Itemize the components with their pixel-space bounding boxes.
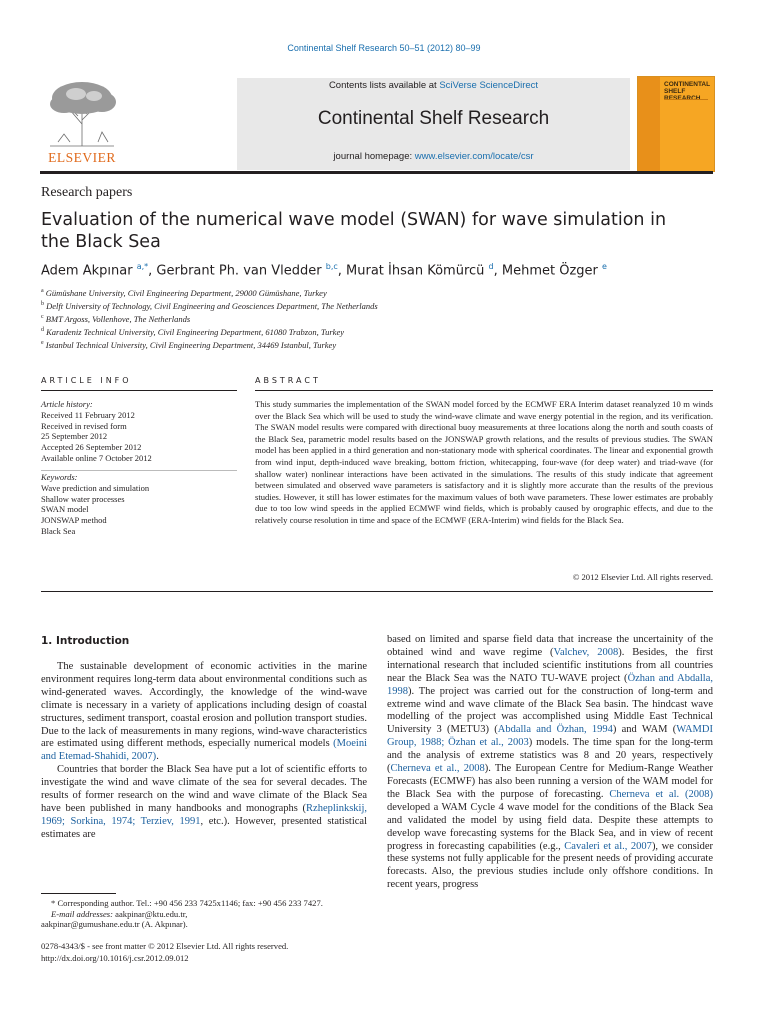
sciencedirect-link[interactable]: SciVerse ScienceDirect (439, 80, 539, 91)
corresponding-author-footnote (41, 898, 367, 930)
citation-link[interactable]: Cherneva et al. (2008) (609, 788, 713, 800)
keyword-list (41, 483, 237, 537)
author-affiliation-marker[interactable]: e (602, 262, 607, 271)
keyword: Shallow water processes (41, 493, 125, 504)
affiliation-marker: c (41, 314, 44, 321)
citation-link[interactable]: Valchev, 2008 (553, 646, 619, 658)
paragraph-text: The sustainable development of economic activities in the marine environment requires long-term data about environmental conditions such as wind-generated waves. Accordingly, the knowledge of the wind-wave climate is necessary in a variety of applications including design of coastal structures, sediment transport, coastal erosion and pollution transport studies. Due to the lack of measurements in many regions, wind-wave characteristics are estimated using different methods, especially numerical models (41, 661, 367, 750)
article-info-rule (41, 390, 237, 391)
affiliation-text: Delft University of Technology, Civil Engineering and Geosciences Department, The Netherlands (44, 300, 378, 311)
author-affiliation-marker[interactable]: d (488, 262, 494, 271)
affiliation-list (41, 286, 378, 351)
paragraph-text: ). The European Centre for Medium-Range Weather Forecasts (ECMWF) has also been running a version of the WAM model for the Black Sea with the purpose of forecasting. (387, 763, 713, 800)
paragraph-text: Countries that border the Black Sea have put a lot of scientific efforts to investigate the wind and wave climate of the sea for several decades. The results of former research on the wind and wave climate of the Black Sea have been published in many handbooks and monographs ( (41, 764, 367, 814)
author-name: Adem Akpınar (41, 263, 133, 279)
intro-paragraph-continued (387, 634, 713, 892)
paragraph-text: ), we consider these systems not fully applicable for the present needs of providing accurate forecasts. Also, the previous studies include only offshore conditions. In recent years, progress (387, 840, 713, 891)
keywords (41, 472, 237, 537)
author-affiliation-marker[interactable]: a,* (136, 262, 149, 271)
paragraph-text: , etc.). However, presented statistical estimates are (41, 815, 368, 840)
paragraph-text: ). The project was carried out for the construction of long-term and extreme wind and wave climate of the Black Sea basin. The hindcast wave modelling of the project was accomplished using Middle East Technical University 3 (METU3) ( (387, 685, 713, 736)
citation-link[interactable]: (Moeini and Etemad-Shahidi, 2007) (41, 738, 367, 763)
email-line (41, 909, 367, 920)
citation-link[interactable]: Cavaleri et al., 2007 (564, 840, 652, 852)
email-1[interactable]: aakpinar@ktu.edu.tr, (115, 908, 188, 919)
paragraph-text: developed a WAM Cycle 4 wave model for the conditions of the Black Sea and validated the model by using field data. Despite these attempts to develop wave forecasting systems for the Black Sea, and in view of recent progress in forecasting capabilities (e.g., (387, 801, 713, 852)
article-info-heading: ARTICLE INFO (41, 376, 132, 385)
introduction-heading: 1. Introduction (41, 635, 130, 647)
section-label: Research papers (41, 185, 133, 200)
keyword: JONSWAP method (41, 515, 107, 526)
history-label: Article history: (41, 399, 93, 409)
affiliation (41, 286, 378, 299)
paragraph-text: . (156, 751, 159, 763)
tree-icon (40, 76, 124, 150)
author-list (41, 262, 607, 278)
body-column-right (387, 634, 713, 892)
history-entry: Received 11 February 2012 (41, 409, 135, 420)
cover-lines (664, 99, 708, 160)
keyword: Wave prediction and simulation (41, 482, 150, 493)
body-column-left (41, 661, 367, 842)
keyword: Black Sea (41, 525, 76, 536)
affiliation-marker: e (41, 340, 44, 347)
history-entry: Accepted 26 September 2012 (41, 442, 142, 453)
abstract-copyright: © 2012 Elsevier Ltd. All rights reserved. (572, 572, 713, 582)
citation-link[interactable]: WAMDI Group, 1988; Özhan et al., 2003 (387, 724, 713, 749)
keywords-rule (41, 470, 237, 471)
history-entry: Received in revised form (41, 420, 127, 431)
citation-link[interactable]: Cherneva et al., 2008 (390, 763, 485, 775)
abstract-rule (255, 390, 713, 391)
affiliation-text: BMT Argoss, Vollenhove, The Netherlands (43, 313, 191, 324)
affiliation (41, 325, 378, 338)
journal-cover-thumbnail (637, 76, 715, 172)
contents-prefix: Contents lists available at (328, 80, 440, 91)
author-separator: , (148, 263, 157, 279)
abstract-heading: ABSTRACT (255, 376, 321, 385)
author-affiliation-marker[interactable]: b,c (325, 262, 338, 271)
journal-reference[interactable]: Continental Shelf Research 50–51 (2012) 80–99 (287, 43, 481, 53)
affiliation-text: Gümüshane University, Civil Engineering Department, 29000 Gümüshane, Turkey (43, 287, 327, 298)
issn-line: 0278-4343/$ - see front matter © 2012 Elsevier Ltd. All rights reserved. (41, 941, 289, 951)
author-separator: , (493, 263, 502, 279)
affiliation-marker: b (41, 301, 44, 308)
homepage-link[interactable]: www.elsevier.com/locate/csr (414, 151, 534, 162)
affiliation (41, 299, 378, 312)
history-list (41, 410, 237, 464)
paragraph-text: based on limited and sparse field data that increase the uncertainity of the obtained wind and wave regime ( (387, 634, 713, 658)
paper-title: Evaluation of the numerical wave model (SWAN) for wave simulation in the Black Sea (41, 210, 667, 252)
footnote-rule (41, 893, 116, 894)
affiliation-text: Istanbul Technical University, Civil Engineering Department, 34469 Istanbul, Turkey (43, 339, 337, 350)
cover-spine (638, 77, 660, 171)
journal-title: Continental Shelf Research (317, 108, 550, 129)
intro-paragraph-2 (41, 764, 367, 841)
affiliation (41, 312, 378, 325)
citation-link[interactable]: Rzheplinkskij, 1969; Sorkina, 1974; Terziev, 1991 (41, 802, 367, 827)
paragraph-text: ). Besides, the first international research that included scientific institutions from all countries near the Black Sea was the NATO TU-WAVE project ( (387, 646, 714, 684)
author-separator: , (337, 263, 347, 279)
contents-line (237, 80, 630, 91)
email-label: E-mail addresses: (51, 908, 113, 919)
author-name: Mehmet Özger (501, 263, 598, 279)
bottom-info (41, 941, 288, 964)
header-rule (40, 171, 713, 174)
paragraph-text: ) and WAM ( (612, 724, 677, 736)
paragraph-text: ) models. The time span for the long-term and the analysis of extreme statistics was 8 and 20 years, respectively ( (387, 737, 713, 775)
email-2[interactable]: aakpinar@gumushane.edu.tr (A. Akpınar). (41, 919, 188, 929)
author-name: Gerbrant Ph. van Vledder (156, 263, 322, 279)
corresponding-author: * Corresponding author. Tel.: +90 456 233 7425x1146; fax: +90 456 233 7427. (51, 898, 323, 908)
keywords-label: Keywords: (41, 472, 78, 482)
abstract-bottom-rule (41, 591, 713, 592)
affiliation (41, 338, 378, 351)
affiliation-marker: d (41, 327, 44, 334)
history-entry: 25 September 2012 (41, 431, 108, 442)
history-entry: Available online 7 October 2012 (41, 452, 152, 463)
citation-link[interactable]: Özhan and Abdalla, 1998 (387, 672, 713, 697)
keyword: SWAN model (41, 504, 89, 515)
affiliation-marker: a (41, 288, 44, 294)
article-history (41, 399, 237, 464)
publisher-wordmark: ELSEVIER (48, 150, 116, 165)
homepage-line (237, 151, 630, 162)
affiliation-text: Karadeniz Technical University, Civil Engineering Department, 61080 Trabzon, Turkey (44, 326, 345, 337)
abstract-text: This study summaries the implementation of the SWAN model forced by the ECMWF ERA Interim dataset reanalyzed 10 m winds over the Black Sea which will be used to study the wind-wave climate and wave energy potential in the region, and its verification. The SWAN model results were compared with directional buoy measurements at three locations along the north and south coasts of the Black Sea, parametric model results based on the JONSWAP growth relations, and the results of previous studies. The SWAN model has been applied in a third generation and non-stationary mode with spherical coordinates. The linear and exponential growth from wind input, depth-induced wave breaking, bottom friction, whitecapping, four-wave (for deep water) and triad-wave (for shallow water) nonlinear interactions have been activated in the simulations. The results of this study indicate that agreement between simulated and observed wave parameters is satisfactory and it is slightly more accurate than the results of the previous studies. However, it still has lower estimates for the maximum values of both wave parameters. These lower estimates are probably due to too low wind speeds in the applied ECMWF wind fields, which is probably caused by orographic effects, and due to the relatively course resolution in time and space of the ECMWF (ERA-Interim) wind fields for the Black Sea. (255, 399, 713, 525)
citation-link[interactable]: Abdalla and Özhan, 1994 (497, 724, 613, 736)
homepage-prefix: journal homepage: (333, 151, 415, 162)
intro-paragraph-1 (41, 661, 367, 764)
doi-link[interactable]: http://dx.doi.org/10.1016/j.csr.2012.09.012 (41, 952, 189, 963)
author-name: Murat İhsan Kömürcü (346, 263, 485, 279)
cover-title: CONTINENTAL SHELF RESEARCH (664, 81, 710, 102)
